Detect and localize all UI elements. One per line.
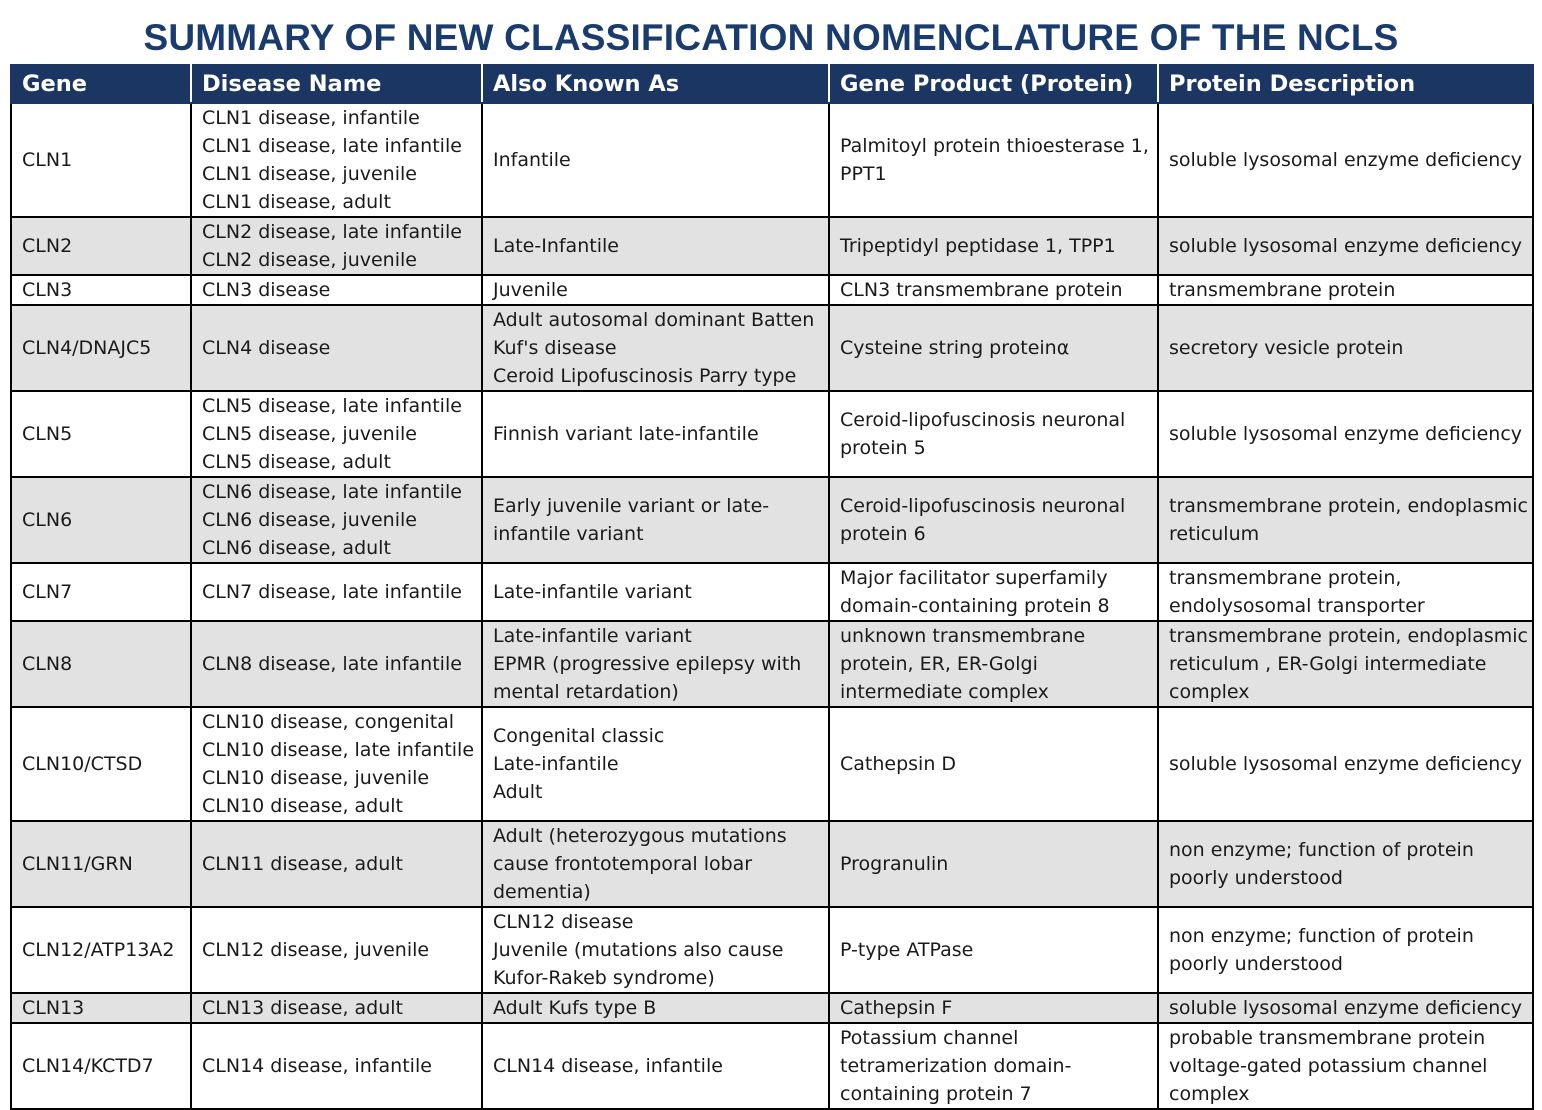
cell-text-line: Ceroid-lipofuscinosis neuronal [840, 409, 1126, 431]
gene-cell [11, 993, 191, 1023]
gene-product-cell [829, 1023, 1158, 1109]
table-row [11, 621, 1533, 707]
cell-text-line: soluble lysosomal enzyme deficiency [1169, 753, 1523, 775]
cell-text-line: CLN14 disease, infantile [493, 1055, 723, 1077]
cell-text-line: EPMR (progressive epilepsy with [493, 653, 802, 675]
protein-description-cell [1158, 275, 1533, 305]
table-row [11, 103, 1533, 217]
gene-cell [11, 275, 191, 305]
cell-text-line: CLN8 [22, 653, 73, 675]
cell-text-line: Kufor-Rakeb syndrome) [493, 967, 715, 989]
cell-text-line: Early juvenile variant or late- [493, 495, 770, 517]
cell-text-line: CLN13 [22, 997, 85, 1019]
cell-text-line: CLN10/CTSD [22, 753, 143, 775]
cell-text-line: protein 5 [840, 437, 926, 459]
cell-text-line: CLN5 disease, adult [202, 451, 391, 473]
disease-name-cell [191, 391, 482, 477]
cell-text-line: Cathepsin D [840, 753, 957, 775]
also-known-as-cell [482, 391, 829, 477]
cell-text-line: dementia) [493, 881, 591, 903]
cell-text-line: reticulum [1169, 523, 1260, 545]
also-known-as-cell [482, 621, 829, 707]
cell-text-line: CLN2 disease, juvenile [202, 249, 417, 271]
cell-text-line: complex [1169, 681, 1250, 703]
protein-description-cell [1158, 477, 1533, 563]
cell-text-line: soluble lysosomal enzyme deficiency [1169, 149, 1523, 171]
protein-description-cell [1158, 563, 1533, 621]
protein-description-cell [1158, 305, 1533, 391]
cell-text-line: CLN12/ATP13A2 [22, 939, 175, 961]
cell-text-line: Palmitoyl protein thioesterase 1, [840, 135, 1149, 157]
cell-text-line: CLN5 disease, late infantile [202, 395, 462, 417]
gene-cell [11, 707, 191, 821]
cell-text-line: CLN10 disease, late infantile [202, 739, 475, 761]
table-row [11, 477, 1533, 563]
protein-description-cell [1158, 217, 1533, 275]
also-known-as-cell [482, 707, 829, 821]
cell-text-line: CLN4/DNAJC5 [22, 337, 152, 359]
cell-text-line: protein 6 [840, 523, 926, 545]
cell-text-line: Cathepsin F [840, 997, 953, 1019]
disease-name-cell [191, 477, 482, 563]
cell-text-line: Cysteine string proteinα [840, 337, 1070, 359]
cell-text-line: Tripeptidyl peptidase 1, TPP1 [840, 235, 1116, 257]
also-known-as-cell [482, 993, 829, 1023]
cell-text-line: probable transmembrane protein [1169, 1027, 1486, 1049]
also-known-as-cell [482, 477, 829, 563]
table-row [11, 1023, 1533, 1109]
cell-text-line: CLN11 disease, adult [202, 853, 403, 875]
table-row [11, 391, 1533, 477]
cell-text-line: transmembrane protein, endoplasmic [1169, 625, 1528, 647]
protein-description-cell [1158, 1023, 1533, 1109]
cell-text-line: soluble lysosomal enzyme deficiency [1169, 235, 1523, 257]
cell-text-line: soluble lysosomal enzyme deficiency [1169, 423, 1523, 445]
gene-product-cell [829, 103, 1158, 217]
gene-cell [11, 217, 191, 275]
cell-text-line: CLN6 [22, 509, 73, 531]
cell-text-line: Juvenile (mutations also cause [493, 939, 784, 961]
cell-text-line: CLN1 disease, infantile [202, 107, 420, 129]
disease-name-cell [191, 993, 482, 1023]
also-known-as-cell [482, 907, 829, 993]
disease-name-cell [191, 217, 482, 275]
cell-text-line: CLN2 [22, 235, 73, 257]
cell-text-line: CLN3 disease [202, 279, 331, 301]
protein-description-cell [1158, 391, 1533, 477]
table-row [11, 275, 1533, 305]
cell-text-line: CLN1 [22, 149, 73, 171]
table-row [11, 907, 1533, 993]
disease-name-cell [191, 907, 482, 993]
gene-cell [11, 1023, 191, 1109]
cell-text-line: infantile variant [493, 523, 644, 545]
gene-cell [11, 477, 191, 563]
cell-text-line: non enzyme; function of protein [1169, 839, 1474, 861]
cell-text-line: voltage-gated potassium channel [1169, 1055, 1488, 1077]
gene-cell [11, 621, 191, 707]
cell-text-line: transmembrane protein, [1169, 567, 1402, 589]
cell-text-line: Late-Infantile [493, 235, 619, 257]
cell-text-line: CLN6 disease, juvenile [202, 509, 417, 531]
gene-cell [11, 563, 191, 621]
protein-description-cell [1158, 621, 1533, 707]
cell-text-line: CLN13 disease, adult [202, 997, 403, 1019]
ncl-classification-table [10, 64, 1534, 1110]
cell-text-line: Adult autosomal dominant Batten [493, 309, 815, 331]
cell-text-line: Late-infantile variant [493, 625, 692, 647]
cell-text-line: Adult (heterozygous mutations [493, 825, 787, 847]
cell-text-line: CLN8 disease, late infantile [202, 653, 462, 675]
column-header-gene-product: Gene Product (Protein) [829, 65, 1158, 103]
disease-name-cell [191, 621, 482, 707]
gene-cell [11, 391, 191, 477]
disease-name-cell [191, 1023, 482, 1109]
cell-text-line: secretory vesicle protein [1169, 337, 1404, 359]
gene-product-cell [829, 563, 1158, 621]
cell-text-line: CLN2 disease, late infantile [202, 221, 462, 243]
protein-description-cell [1158, 821, 1533, 907]
cell-text-line: CLN1 disease, late infantile [202, 135, 462, 157]
cell-text-line: Infantile [493, 149, 571, 171]
cell-text-line: soluble lysosomal enzyme deficiency [1169, 997, 1523, 1019]
cell-text-line: transmembrane protein, endoplasmic [1169, 495, 1528, 517]
cell-text-line: CLN12 disease, juvenile [202, 939, 430, 961]
table-row [11, 993, 1533, 1023]
cell-text-line: poorly understood [1169, 953, 1343, 975]
table-row [11, 217, 1533, 275]
cell-text-line: CLN3 [22, 279, 73, 301]
cell-text-line: CLN1 disease, adult [202, 191, 391, 213]
gene-product-cell [829, 821, 1158, 907]
protein-description-cell [1158, 103, 1533, 217]
cell-text-line: CLN14 disease, infantile [202, 1055, 432, 1077]
cell-text-line: transmembrane protein [1169, 279, 1396, 301]
cell-text-line: CLN11/GRN [22, 853, 133, 875]
gene-product-cell [829, 907, 1158, 993]
gene-product-cell [829, 217, 1158, 275]
cell-text-line: Ceroid Lipofuscinosis Parry type [493, 365, 797, 387]
cell-text-line: PPT1 [840, 163, 887, 185]
cell-text-line: endolysosomal transporter [1169, 595, 1425, 617]
cell-text-line: Finnish variant late-infantile [493, 423, 759, 445]
table-row [11, 707, 1533, 821]
cell-text-line: intermediate complex [840, 681, 1049, 703]
cell-text-line: CLN5 [22, 423, 73, 445]
gene-product-cell [829, 391, 1158, 477]
cell-text-line: CLN3 transmembrane protein [840, 279, 1123, 301]
gene-product-cell [829, 707, 1158, 821]
cell-text-line: Progranulin [840, 853, 949, 875]
also-known-as-cell [482, 305, 829, 391]
cell-text-line: CLN14/KCTD7 [22, 1055, 154, 1077]
cell-text-line: reticulum , ER-Golgi intermediate [1169, 653, 1487, 675]
gene-product-cell [829, 275, 1158, 305]
cell-text-line: CLN10 disease, juvenile [202, 767, 430, 789]
cell-text-line: tetramerization domain- [840, 1055, 1072, 1077]
table-row [11, 821, 1533, 907]
page-title: SUMMARY OF NEW CLASSIFICATION NOMENCLATURE OF THE NCLS [143, 17, 1399, 58]
cell-text-line: Kuf's disease [493, 337, 617, 359]
cell-text-line: Major facilitator superfamily [840, 567, 1108, 589]
cell-text-line: CLN10 disease, adult [202, 795, 403, 817]
cell-text-line: CLN12 disease [493, 911, 634, 933]
cell-text-line: CLN1 disease, juvenile [202, 163, 417, 185]
cell-text-line: cause frontotemporal lobar [493, 853, 753, 875]
cell-text-line: non enzyme; function of protein [1169, 925, 1474, 947]
column-header-disease-name: Disease Name [191, 65, 482, 103]
also-known-as-cell [482, 1023, 829, 1109]
cell-text-line: Late-infantile variant [493, 581, 692, 603]
cell-text-line: Congenital classic [493, 725, 665, 747]
column-header-protein-description: Protein Description [1158, 65, 1533, 103]
also-known-as-cell [482, 563, 829, 621]
disease-name-cell [191, 707, 482, 821]
table-header-row [11, 65, 1533, 103]
cell-text-line: containing protein 7 [840, 1083, 1032, 1105]
also-known-as-cell [482, 821, 829, 907]
also-known-as-cell [482, 217, 829, 275]
gene-product-cell [829, 477, 1158, 563]
cell-text-line: complex [1169, 1083, 1250, 1105]
cell-text-line: Potassium channel [840, 1027, 1019, 1049]
cell-text-line: Juvenile [493, 279, 568, 301]
gene-product-cell [829, 621, 1158, 707]
cell-text-line: CLN7 disease, late infantile [202, 581, 462, 603]
cell-text-line: CLN7 [22, 581, 73, 603]
table-row [11, 305, 1533, 391]
cell-text-line: Late-infantile [493, 753, 619, 775]
cell-text-line: CLN6 disease, adult [202, 537, 391, 559]
cell-text-line: CLN6 disease, late infantile [202, 481, 462, 503]
disease-name-cell [191, 821, 482, 907]
gene-cell [11, 907, 191, 993]
also-known-as-cell [482, 275, 829, 305]
disease-name-cell [191, 103, 482, 217]
cell-text-line: mental retardation) [493, 681, 679, 703]
table-row [11, 563, 1533, 621]
cell-text-line: Ceroid-lipofuscinosis neuronal [840, 495, 1126, 517]
gene-cell [11, 305, 191, 391]
protein-description-cell [1158, 707, 1533, 821]
gene-cell [11, 103, 191, 217]
column-header-also-known-as: Also Known As [482, 65, 829, 103]
protein-description-cell [1158, 993, 1533, 1023]
cell-text-line: protein, ER, ER-Golgi [840, 653, 1038, 675]
cell-text-line: unknown transmembrane [840, 625, 1086, 647]
also-known-as-cell [482, 103, 829, 217]
gene-product-cell [829, 305, 1158, 391]
disease-name-cell [191, 563, 482, 621]
cell-text-line: CLN10 disease, congenital [202, 711, 455, 733]
cell-text-line: domain-containing protein 8 [840, 595, 1110, 617]
table-body [11, 103, 1533, 1109]
gene-cell [11, 821, 191, 907]
cell-text-line: CLN5 disease, juvenile [202, 423, 417, 445]
cell-text-line: CLN4 disease [202, 337, 331, 359]
disease-name-cell [191, 305, 482, 391]
gene-product-cell [829, 993, 1158, 1023]
cell-text-line: poorly understood [1169, 867, 1343, 889]
column-header-gene: Gene [11, 65, 191, 103]
cell-text-line: P-type ATPase [840, 939, 974, 961]
disease-name-cell [191, 275, 482, 305]
protein-description-cell [1158, 907, 1533, 993]
cell-text-line: Adult Kufs type B [493, 997, 657, 1019]
cell-text-line: Adult [493, 781, 543, 803]
